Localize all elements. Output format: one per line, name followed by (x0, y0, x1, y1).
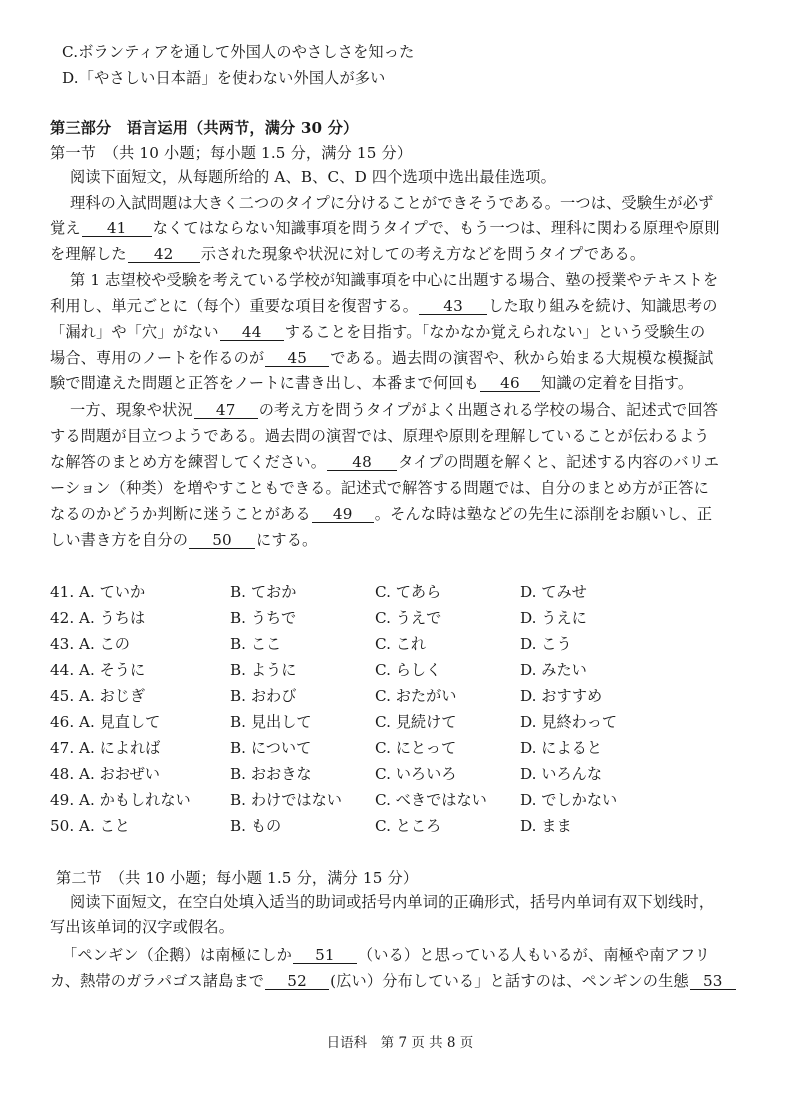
passage-line: ーション（种类）を増やすこともできる。記述式で解答する問題では、自分のまとめ方が正答に (50, 479, 709, 497)
question-49: 49. A. かもしれない B. わけではない C. べきではない D. でしかない (50, 791, 618, 809)
blank-49: 49 (312, 506, 374, 523)
blank-44: 44 (220, 324, 284, 341)
passage-line: なるのかどうか判断に迷うことがある 49 。そんな時は塾などの先生に添削をお願いし、正 (50, 505, 713, 523)
passage-line: しい書き方を自分の 50 にする。 (50, 531, 318, 549)
question-46: 46. A. 見直して B. 見出して C. 見続けて D. 見終わって (50, 713, 618, 731)
blank-53: 53 (690, 973, 736, 990)
blank-41: 41 (82, 220, 152, 237)
blank-48: 48 (327, 454, 397, 471)
question-50: 50. A. こと B. もの C. ところ D. まま (50, 817, 572, 835)
passage-line: 理科の入試問題は大きく二つのタイプに分けることができそうである。一つは、受験生が必ず (70, 194, 714, 212)
passage-line: 第 1 志望校や受験を考えている学校が知識事項を中心に出題する場合、塾の授業やテキストを (70, 271, 719, 289)
section2-instruction: 写出该单词的汉字或假名。 (50, 918, 235, 936)
option-d-prev: D.「やさしい日本語」を使わない外国人が多い (62, 69, 386, 87)
passage-line: 覚え 41 なくてはならない知識事項を問うタイプで、もう一つは、理科に関わる原理や原則 (50, 219, 720, 237)
blank-51: 51 (293, 947, 357, 964)
passage2-line: カ、熱帯のガラパゴス諸島まで 52 (広い）分布している」と話すのは、ペンギンの生態 53 (50, 971, 737, 991)
passage-line: な解答のまとめ方を練習してください。 48 タイプの問題を解くと、記述する内容のバリエ (50, 453, 720, 471)
question-47: 47. A. によれば B. について C. にとって D. によると (50, 739, 603, 757)
passage-line: 場合、専用のノートを作るのが 45 である。過去問の演習や、秋から始まる大規模な模擬試 (50, 349, 714, 367)
blank-42: 42 (128, 246, 200, 263)
option-c-prev: C.ボランティアを通して外国人のやさしさを知った (62, 43, 415, 61)
passage-line: する問題が目立つようである。過去問の演習では、原理や原則を理解していることが伝わるよう (50, 427, 710, 445)
passage2-line: 「ペンギン（企鹅）は南極にしか 51 （いる）と思っている人もいるが、南極や南アフリ (62, 946, 711, 964)
page-footer: 日语科 第 7 页 共 8 页 (326, 1035, 474, 1051)
section1-heading: 第一节 （共 10 小题；每小题 1.5 分，满分 15 分） (50, 144, 413, 162)
section1-instruction: 阅读下面短文，从每题所给的 A、B、C、D 四个选项中选出最佳选项。 (70, 168, 556, 186)
passage-line: 一方、現象や状況 47 の考え方を問うタイプがよく出題される学校の場合、記述式で回答 (70, 401, 719, 419)
blank-52: 52 (265, 973, 329, 990)
passage-line: 験で間違えた問題と正答をノートに書き出し、本番まで何回も 46 知識の定着を目指す。 (50, 374, 694, 392)
part3-heading: 第三部分 语言运用（共两节，满分 30 分） (50, 119, 359, 137)
question-44: 44. A. そうに B. ように C. らしく D. みたい (50, 661, 587, 679)
question-45: 45. A. おじぎ B. おわび C. おたがい D. おすすめ (50, 687, 603, 705)
passage-line: 利用し、単元ごとに（每个）重要な項目を復習する。 43 した取り組みを続け、知識思考の (50, 297, 718, 315)
question-43: 43. A. この B. ここ C. これ D. こう (50, 635, 572, 653)
blank-47: 47 (194, 402, 258, 419)
blank-50: 50 (189, 532, 255, 549)
question-48: 48. A. おおぜい B. おおきな C. いろいろ D. いろんな (50, 765, 603, 783)
question-42: 42. A. うちは B. うちで C. うえで D. うえに (50, 609, 587, 627)
passage-line: 「漏れ」や「穴」がない 44 することを目指す。「なかなか覚えられない」という受験生の (50, 323, 706, 341)
section2-instruction: 阅读下面短文，在空白处填入适当的助词或括号内单词的正确形式，括号内单词有双下划线时， (70, 893, 715, 911)
blank-43: 43 (419, 298, 487, 315)
section2-heading: 第二节 （共 10 小题；每小题 1.5 分，满分 15 分） (56, 869, 419, 887)
blank-46: 46 (480, 375, 540, 392)
question-41: 41. A. ていか B. ておか C. てあら D. てみせ (50, 583, 587, 601)
blank-45: 45 (265, 350, 329, 367)
passage-line: を理解した 42 示された現象や状況に対しての考え方などを問うタイプである。 (50, 245, 646, 263)
